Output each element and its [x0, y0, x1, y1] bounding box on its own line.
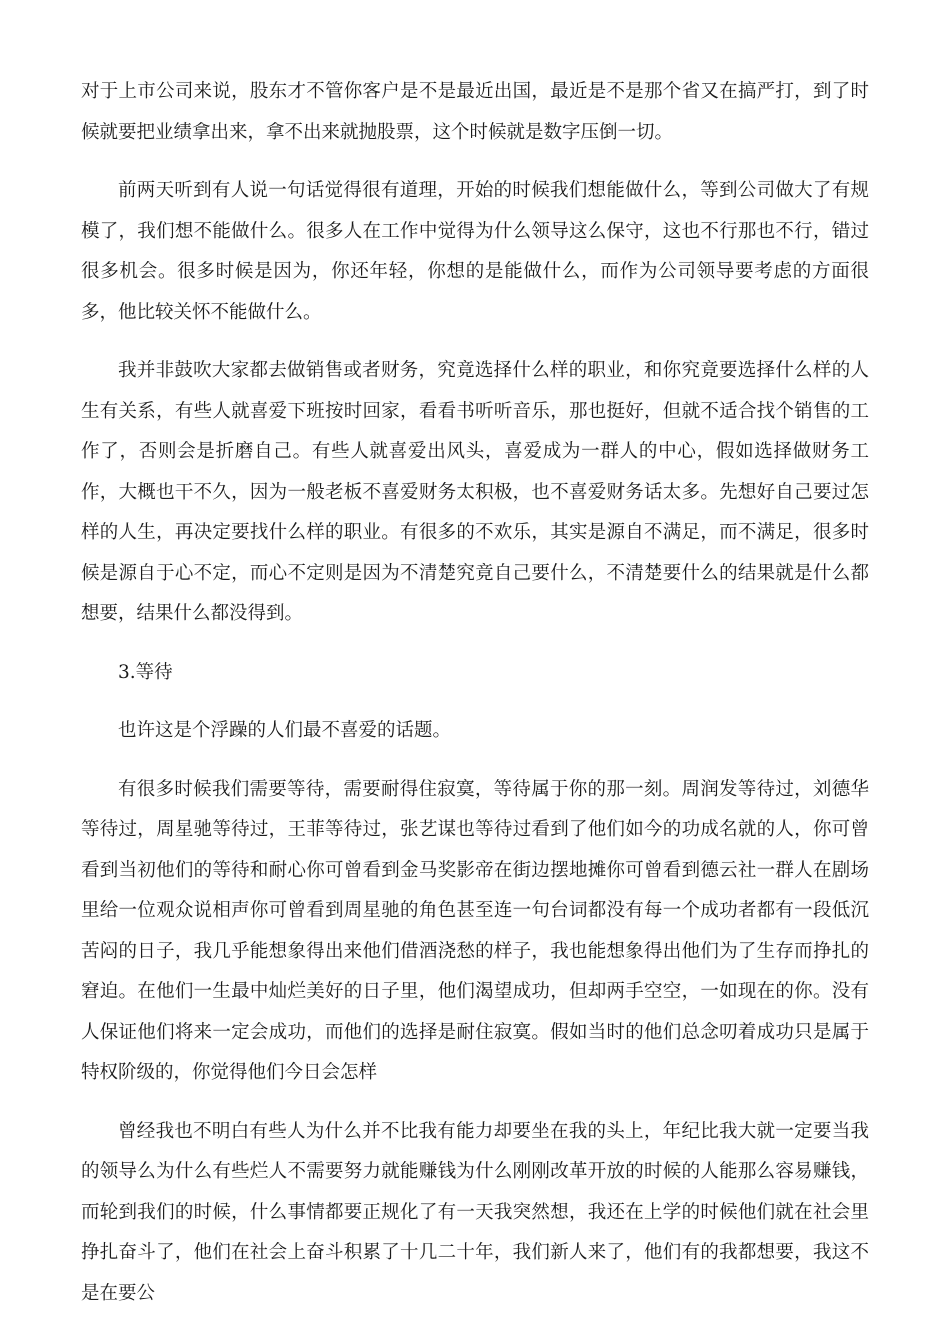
section-heading-waiting: 3.等待 — [118, 661, 173, 683]
paragraph-waiting-intro: 也许这是个浮躁的人们最不喜爱的话题。 — [118, 720, 452, 741]
paragraph-waiting-stories: 有很多时候我们需要等待，需要耐得住寂寞，等待属于你的那一刻。周润发等待过，刘德华等待过，周星驰等待过，王菲等待过，张艺谋也等待过看到了他们如今的功成名就的人，你可曾看到当初他们的等待和耐心你可曾看到金马奖影帝在街边摆地摊你可曾看到德云社一群人在剧场里给一位观众说相声你可曾看到周星驰的角色甚至连一句台词都没有每一个成功者都有一段低沉苦闷的日子，我几乎能想象得出来他们借酒浇愁的样子，我也能想象得出他们为了生存而挣扎的窘迫。在他们一生最中灿烂美好的日子里，他们渴望成功，但却两手空空，一如现在的你。没有人保证他们将来一定会成功，而他们的选择是耐住寂寞。假如当时的他们总念叨着成功只是属于特权阶级的，你觉得他们今日会怎样 — [81, 778, 869, 1083]
paragraph-seniority: 曾经我也不明白有些人为什么并不比我有能力却要坐在我的头上，年纪比我大就一定要当我的领导么为什么有些烂人不需要努力就能赚钱为什么刚刚改革开放的时候的人能那么容易赚钱，而轮到我们的时候，什么事情都要正规化了有一天我突然想，我还在上学的时候他们就在社会里挣扎奋斗了，他们在社会上奋斗积累了十几二十年，我们新人来了，他们有的我都想要，我这不是在要公 — [81, 1120, 869, 1304]
document-body — [81, 72, 869, 1332]
paragraph-shareholders: 对于上市公司来说，股东才不管你客户是不是最近出国，最近是不是那个省又在搞严打，到了时候就要把业绩拿出来，拿不出来就抛股票，这个时候就是数字压倒一切。 — [81, 81, 869, 143]
paragraph-company-scale: 前两天听到有人说一句话觉得很有道理，开始的时候我们想能做什么，等到公司做大了有规模了，我们想不能做什么。很多人在工作中觉得为什么领导这么保守，这也不行那也不行，错过很多机会。很多时候是因为，你还年轻，你想的是能做什么，而作为公司领导要考虑的方面很多，他比较关怀不能做什么。 — [81, 180, 869, 323]
paragraph-career-choice: 我并非鼓吹大家都去做销售或者财务，究竟选择什么样的职业，和你究竟要选择什么样的人生有关系，有些人就喜爱下班按时回家，看看书听听音乐，那也挺好，但就不适合找个销售的工作了，否则会是折磨自己。有些人就喜爱出风头，喜爱成为一群人的中心，假如选择做财务工作，大概也干不久，因为一般老板不喜爱财务太积极，也不喜爱财务话太多。先想好自己要过怎样的人生，再决定要找什么样的职业。有很多的不欢乐，其实是源自不满足，而不满足，很多时候是源自于心不定，而心不定则是因为不清楚究竟自己要什么，不清楚要什么的结果就是什么都想要，结果什么都没得到。 — [81, 360, 869, 624]
